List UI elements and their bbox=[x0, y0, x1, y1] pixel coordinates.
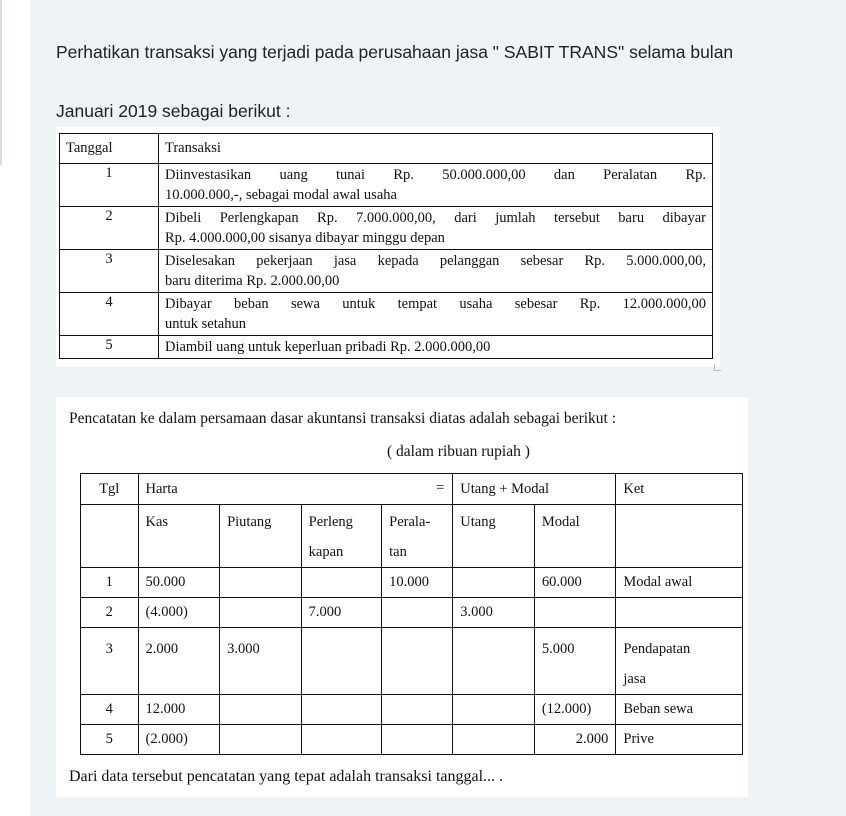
ket-line1: Pendapatan bbox=[623, 641, 691, 657]
cell-utang bbox=[453, 725, 535, 755]
cell-perlengkapan bbox=[301, 695, 382, 725]
cell-utang bbox=[453, 628, 535, 695]
header-peralatan-line2: tan bbox=[389, 544, 407, 560]
intro-line-1: Perhatikan transaksi yang terjadi pada perusahaan jasa " SABIT TRANS" selama bulan bbox=[56, 42, 734, 62]
row-date: 5 bbox=[60, 336, 159, 359]
image-resize-handle bbox=[714, 364, 721, 371]
description-line: Diinvestasikan uang tunai Rp. 50.000.000,00 dan Peralatan Rp. bbox=[165, 167, 706, 183]
intro-line-2: Januari 2019 sebagai berikut : bbox=[56, 101, 291, 121]
cell-peralatan bbox=[382, 628, 453, 695]
cell-perlengkapan bbox=[301, 725, 382, 755]
cell-tgl: 3 bbox=[81, 628, 139, 695]
header-sub-ket bbox=[616, 505, 743, 568]
cell-piutang: 3.000 bbox=[220, 628, 302, 695]
cell-piutang bbox=[220, 725, 302, 755]
cell-utang bbox=[453, 695, 535, 725]
left-border-line bbox=[0, 0, 2, 165]
description-line: Dibeli Perlengkapan Rp. 7.000.000,00, dari jumlah tersebut baru dibayar bbox=[165, 210, 706, 226]
table-row bbox=[81, 628, 743, 695]
equation-table-image bbox=[56, 397, 748, 797]
table-row bbox=[81, 598, 743, 628]
table-row bbox=[81, 695, 743, 725]
cell-modal: 60.000 bbox=[534, 568, 616, 598]
cell-perlengkapan: 7.000 bbox=[301, 598, 382, 628]
equals-sign: = bbox=[436, 480, 445, 496]
description-line: 10.000.000,-, sebagai modal awal usaha bbox=[165, 187, 397, 203]
header-tgl: Tgl bbox=[81, 474, 139, 505]
row-date: 2 bbox=[60, 207, 159, 250]
header-kas: Kas bbox=[138, 505, 220, 568]
cell-perlengkapan bbox=[301, 628, 382, 695]
table-row bbox=[60, 293, 713, 336]
table-row bbox=[81, 568, 743, 598]
header-harta bbox=[138, 474, 453, 505]
cell-piutang bbox=[220, 695, 302, 725]
ket-line2: jasa bbox=[623, 671, 646, 687]
cell-modal: 2.000 bbox=[534, 725, 616, 755]
cell-modal: 5.000 bbox=[534, 628, 616, 695]
table-row bbox=[60, 164, 713, 207]
cell-tgl: 5 bbox=[81, 725, 139, 755]
row-description bbox=[159, 164, 713, 207]
header-tanggal: Tanggal bbox=[60, 134, 159, 164]
table-row bbox=[60, 336, 713, 359]
cell-tgl: 1 bbox=[81, 568, 139, 598]
header-peralatan bbox=[382, 505, 453, 568]
table-row bbox=[81, 725, 743, 755]
cell-ket: Prive bbox=[616, 725, 743, 755]
header-modal: Modal bbox=[534, 505, 616, 568]
cell-tgl: 2 bbox=[81, 598, 139, 628]
header-row-sub bbox=[81, 505, 743, 568]
question-prompt: Dari data tersebut pencatatan yang tepat adalah transaksi tanggal... . bbox=[69, 768, 504, 785]
header-piutang: Piutang bbox=[220, 505, 302, 568]
unit-note: ( dalam ribuan rupiah ) bbox=[387, 443, 530, 460]
header-perlengkapan-line2: kapan bbox=[308, 544, 344, 560]
cell-ket bbox=[616, 598, 743, 628]
header-peralatan-line1: Perala- bbox=[389, 514, 431, 530]
header-sub-tgl bbox=[81, 505, 139, 568]
cell-kas: 50.000 bbox=[138, 568, 220, 598]
header-utang-modal: Utang + Modal bbox=[453, 474, 616, 505]
description-line: baru diterima Rp. 2.000.00,00 bbox=[165, 273, 340, 289]
header-perlengkapan-line1: Perleng bbox=[308, 514, 353, 530]
table-row bbox=[60, 250, 713, 293]
cell-ket bbox=[616, 628, 743, 695]
description-line: Diselesakan pekerjaan jasa kepada pelanggan sebesar Rp. 5.000.000,00, bbox=[165, 253, 706, 269]
cell-utang: 3.000 bbox=[453, 598, 535, 628]
cell-piutang bbox=[220, 568, 302, 598]
cell-utang bbox=[453, 568, 535, 598]
cell-peralatan bbox=[382, 725, 453, 755]
cell-kas: 12.000 bbox=[138, 695, 220, 725]
cell-peralatan bbox=[382, 695, 453, 725]
description-line: untuk setahun bbox=[165, 316, 246, 332]
cell-peralatan bbox=[382, 598, 453, 628]
cell-modal: (12.000) bbox=[534, 695, 616, 725]
row-description bbox=[159, 336, 713, 359]
cell-kas: (4.000) bbox=[138, 598, 220, 628]
header-perlengkapan bbox=[301, 505, 382, 568]
cell-perlengkapan bbox=[301, 568, 382, 598]
row-date: 1 bbox=[60, 164, 159, 207]
row-description bbox=[159, 293, 713, 336]
cell-kas: 2.000 bbox=[138, 628, 220, 695]
row-description bbox=[159, 250, 713, 293]
cell-piutang bbox=[220, 598, 302, 628]
transactions-table bbox=[59, 133, 713, 359]
header-transaksi: Transaksi bbox=[159, 134, 713, 164]
cell-kas: (2.000) bbox=[138, 725, 220, 755]
equation-table bbox=[80, 473, 743, 755]
cell-ket: Modal awal bbox=[616, 568, 743, 598]
equation-question: Pencatatan ke dalam persamaan dasar akuntansi transaksi diatas adalah sebagai berikut : bbox=[69, 410, 617, 427]
table-header-row bbox=[60, 134, 713, 164]
header-row-top bbox=[81, 474, 743, 505]
cell-peralatan: 10.000 bbox=[382, 568, 453, 598]
harta-label: Harta bbox=[145, 480, 178, 497]
row-date: 3 bbox=[60, 250, 159, 293]
transactions-table-image bbox=[56, 127, 720, 367]
description-line: Rp. 4.000.000,00 sisanya dibayar minggu depan bbox=[165, 230, 445, 246]
table-row bbox=[60, 207, 713, 250]
header-utang: Utang bbox=[453, 505, 535, 568]
cell-modal bbox=[534, 598, 616, 628]
row-description bbox=[159, 207, 713, 250]
header-ket: Ket bbox=[616, 474, 743, 505]
cell-ket: Beban sewa bbox=[616, 695, 743, 725]
row-date: 4 bbox=[60, 293, 159, 336]
description-line: Dibayar beban sewa untuk tempat usaha sebesar Rp. 12.000.000,00 bbox=[165, 296, 706, 312]
description-line: Diambil uang untuk keperluan pribadi Rp. 2.000.000,00 bbox=[165, 339, 491, 355]
cell-tgl: 4 bbox=[81, 695, 139, 725]
